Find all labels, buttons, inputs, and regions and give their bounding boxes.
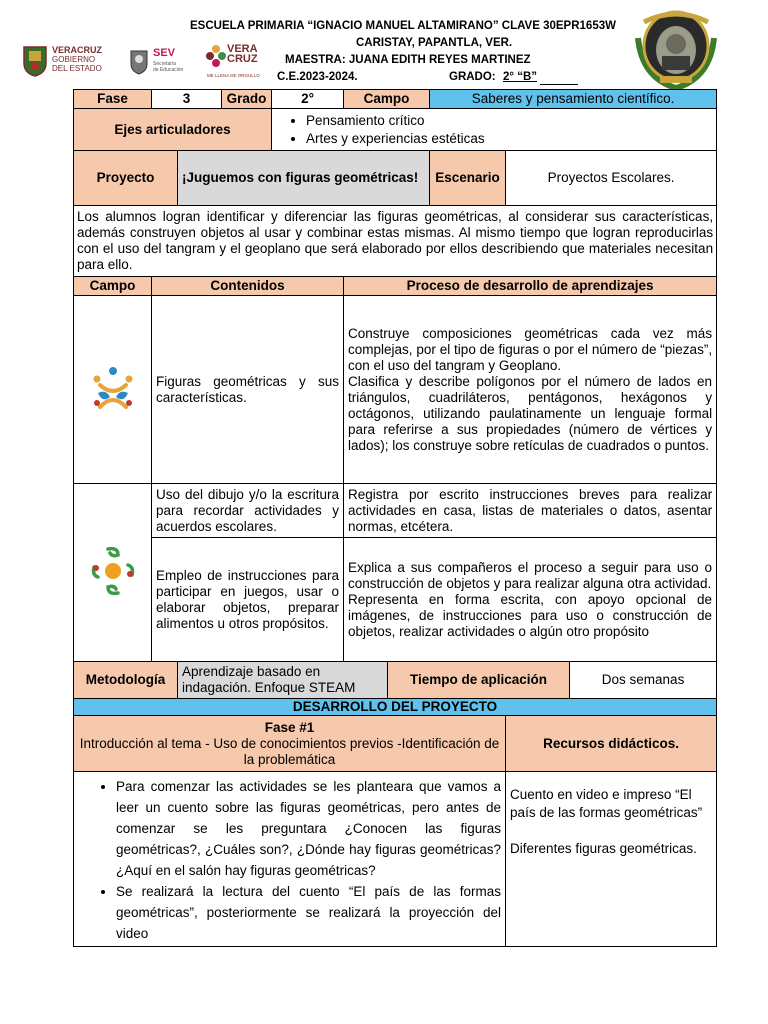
ejes-list [276, 112, 712, 148]
recursos-label: Recursos didácticos. [506, 716, 717, 772]
sev-logo-sub2: de Educación [153, 67, 184, 73]
fase-label: Fase [74, 90, 152, 109]
pda-instrucciones-1: Explica a sus compañeros el proceso a seguir para uso o construcción de objetos y para realizar alguna otra actividad. [348, 559, 713, 591]
sev-emblem-icon [128, 47, 150, 75]
recurso-item: Cuento en video e impreso “El país de las formas geométricas” [510, 787, 703, 820]
fase1-desc: Introducción al tema - Uso de conocimientos previos -Identificación de la problemática [79, 735, 500, 767]
proyecto-label: Proyecto [74, 151, 178, 206]
list-item: • Se realizará la lectura del cuento “El país de las formas geométricas”, posteriormente se realizará la proyección del video [116, 881, 501, 944]
header-pda: Proceso de desarrollo de aprendizajes [344, 277, 717, 296]
activities-cell [74, 772, 506, 947]
campo-table-header [74, 277, 717, 296]
sev-logo-name: SEV [153, 47, 176, 59]
saberes-field-icon [88, 363, 138, 413]
fase1-title: Fase #1 [264, 719, 315, 735]
grado-cell-label: Grado [222, 90, 272, 109]
activities-list [78, 776, 501, 944]
campo-value: Saberes y pensamiento científico. [430, 90, 717, 109]
campo-icon-cell-2 [74, 484, 152, 662]
escenario-label: Escenario [430, 151, 506, 206]
list-item: • Para comenzar las actividades se les planteara que vamos a leer un cuento sobre las figuras geométricas, pero antes de comenzar se les preguntara ¿Conocen las figuras geométricas?, ¿Cuáles son?, ¿Dónde hay figuras geométricas? ¿Aquí en el salón hay figuras geométricas? [116, 776, 501, 881]
header-contenidos: Contenidos [152, 277, 344, 296]
metodologia-value: Aprendizaje basado en indagación. Enfoque STEAM [178, 662, 388, 699]
metodologia-label: Metodología [74, 662, 178, 699]
ejes-list-cell [272, 109, 717, 151]
pda-figuras-cell [344, 296, 717, 484]
grado-cell-value: 2° [272, 90, 344, 109]
descripcion-text: Los alumnos logran identificar y diferenciar las figuras geométricas, al considerar sus características, además construyen objetos al usar y combinar estas mismas. Al mismo tiempo que logran reproducirlas con el uso del tangram y el geoplano que será elaborado por ellos describiendo que materiales necesitan para ello. [74, 206, 717, 277]
contenido-instrucciones: Empleo de instrucciones para participar en juegos, usar o elaborar objetos, preparar alimentos u otros propósitos. [152, 538, 344, 662]
veracruz-me-llena-de-orgullo-logo [205, 42, 265, 82]
contenido-dibujo: Uso del dibujo y/o la escritura para recordar actividades y acuerdos escolares. [152, 484, 344, 538]
activities-row [74, 772, 717, 947]
descripcion-row [74, 206, 717, 277]
pda-instrucciones-2: Representa en forma escrita, con apoyo opcional de imágenes, de instrucciones para uso o construcción de objetos, realizar actividades o algún otro propósito [348, 591, 713, 639]
ejes-row [74, 109, 717, 151]
campo-label: Campo [344, 90, 430, 109]
grado-label: GRADO: [449, 71, 496, 83]
table-row [74, 296, 717, 484]
pda-figuras-2: Clasifica y describe polígonos por el número de lados en triángulos, cuadriláteros, pentágonos, hexágonos y octágonos, utilizando paulatinamente un lenguaje formal para referirse a sus propiedades (número de vértices y lados); los construye sobre retículas de cuadrados o puntos. [348, 373, 713, 453]
header-campo: Campo [74, 277, 152, 296]
contenido-figuras: Figuras geométricas y sus características. [152, 296, 344, 484]
veracruz-logo-line2: GOBIERNO [52, 55, 96, 64]
tiempo-label: Tiempo de aplicación [388, 662, 570, 699]
document-header [0, 0, 768, 90]
grado-value: 2° “B” [503, 71, 537, 83]
recursos-cell [506, 772, 717, 947]
ejes-label: Ejes articuladores [74, 109, 272, 151]
sev-logo-sub1: Secretaría [153, 61, 177, 67]
school-location: CARISTAY, PAPANTLA, VER. [356, 37, 513, 49]
fase1-row [74, 716, 717, 772]
school-name: ESCUELA PRIMARIA “IGNACIO MANUEL ALTAMIRANO” CLAVE 30EPR1653W [190, 20, 616, 32]
fase-value: 3 [152, 90, 222, 109]
veracruz-government-logo [22, 45, 132, 79]
proyecto-row [74, 151, 717, 206]
table-row [74, 538, 717, 662]
flower-icon [205, 44, 227, 70]
veracruz-logo-line3: DEL ESTADO [52, 64, 102, 73]
veracruz-logo-name: VERACRUZ [52, 45, 103, 55]
fase-row [74, 90, 717, 109]
table-row [74, 484, 717, 538]
pda-figuras-1: Construye composiciones geométricas cada vez más complejas, por el tipo de figuras o por el número de “piezas”, con el uso del tangram y Geoplano. [348, 325, 713, 373]
vc-logo-sub: ME LLENA DE ORGULLO [207, 73, 260, 78]
list-item: • Artes y experiencias estéticas [306, 130, 712, 148]
pda-dibujo: Registra por escrito instrucciones breves para realizar actividades en casa, listas de materiales o datos, asentar normas, etcétera. [344, 484, 717, 538]
recurso-item: Diferentes figuras geométricas. [510, 841, 697, 856]
fase1-cell [74, 716, 506, 772]
campo-icon-cell [74, 296, 152, 484]
vc-logo-line1: VERA [227, 43, 258, 55]
desarrollo-title-row [74, 699, 717, 716]
proyecto-value: ¡Juguemos con figuras geométricas! [178, 151, 430, 206]
metodologia-row [74, 662, 717, 699]
school-emblem-logo [632, 8, 720, 90]
sev-logo [128, 45, 198, 79]
grado-underline [540, 84, 578, 85]
school-cycle: C.E.2023-2024. [277, 71, 358, 83]
tiempo-value: Dos semanas [570, 662, 717, 699]
vc-logo-line2: CRUZ [227, 53, 258, 65]
teacher-name: MAESTRA: JUANA EDITH REYES MARTINEZ [285, 54, 531, 66]
list-item: • Pensamiento crítico [306, 112, 712, 130]
lenguajes-field-icon [88, 545, 138, 597]
escenario-value: Proyectos Escolares. [506, 151, 717, 206]
pda-instrucciones-cell [344, 538, 717, 662]
planning-table [73, 89, 717, 947]
veracruz-shield-icon [22, 45, 48, 77]
desarrollo-title: DESARROLLO DEL PROYECTO [74, 699, 717, 716]
